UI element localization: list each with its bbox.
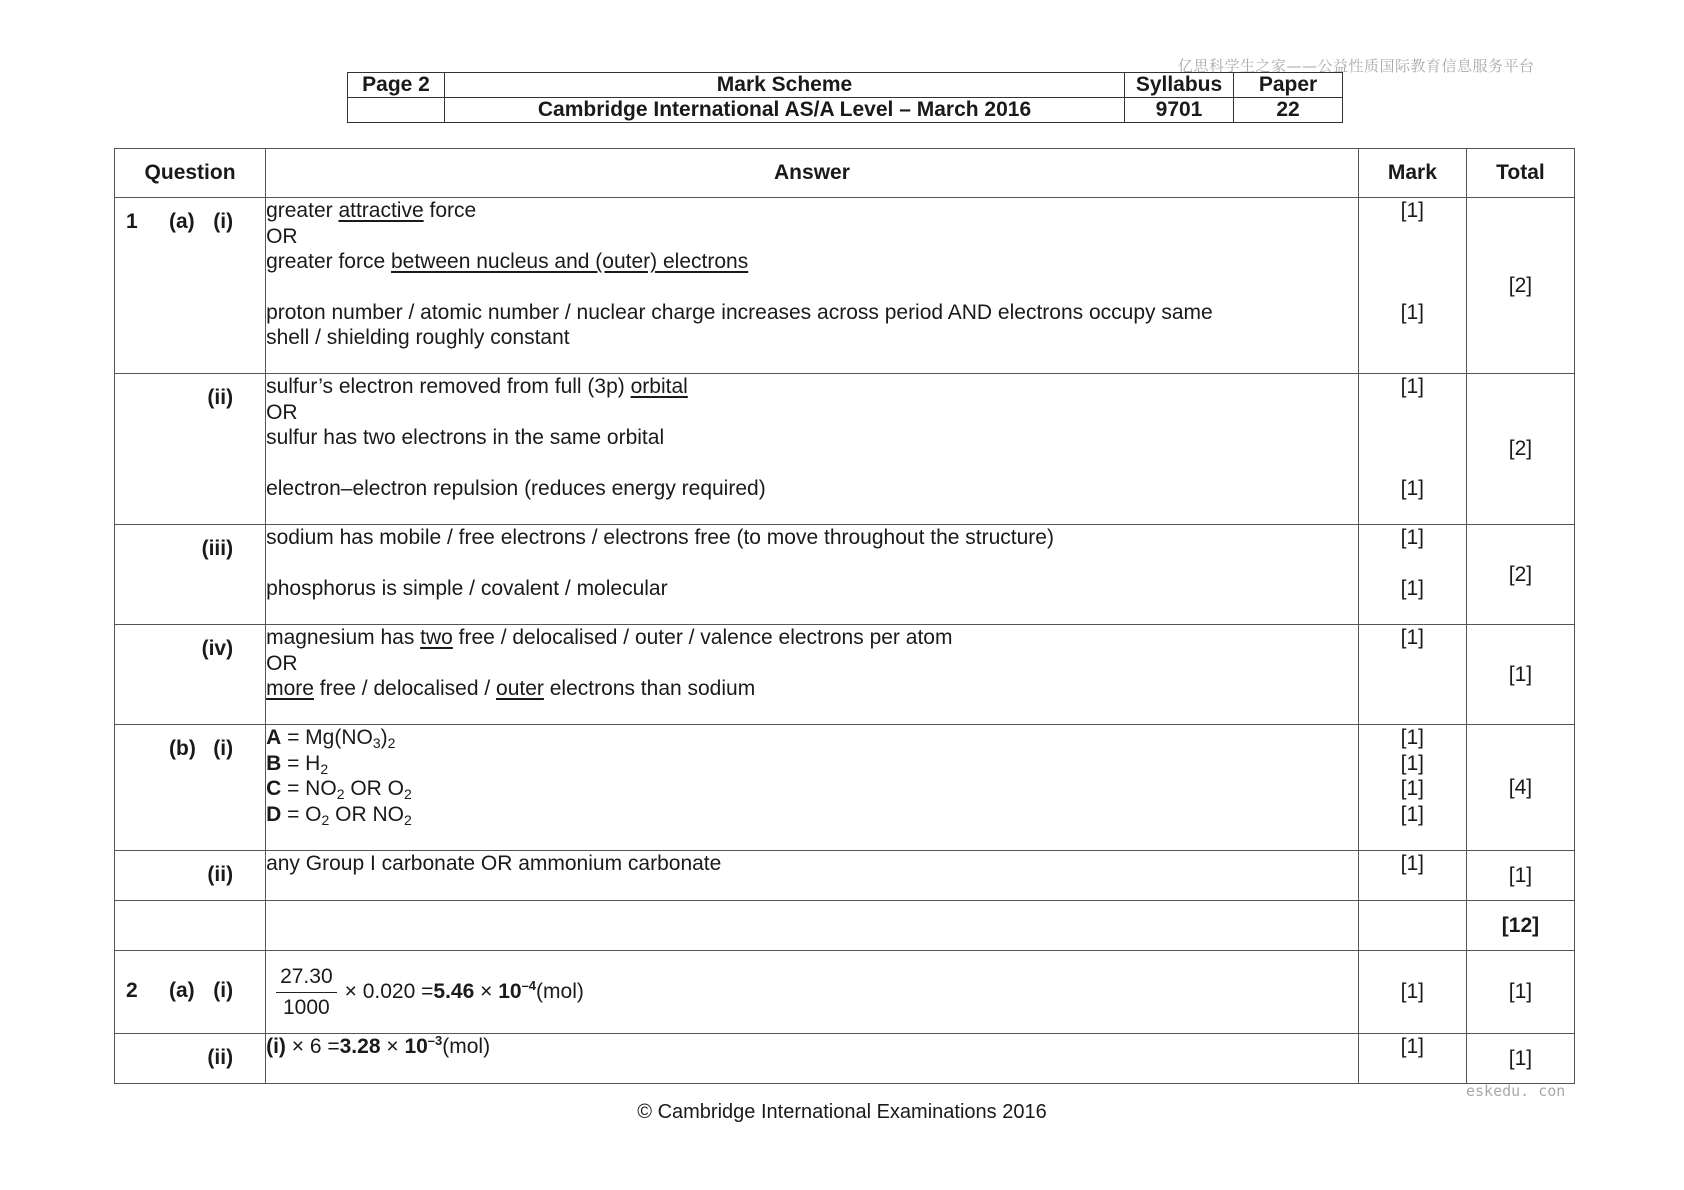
mark-cell bbox=[1358, 901, 1466, 951]
question-subpart: (i) bbox=[213, 737, 234, 760]
table-row bbox=[115, 901, 1575, 951]
fraction: $\frac{27.30}{1000}$ bbox=[276, 965, 337, 1020]
table-row bbox=[115, 951, 1575, 1034]
watermark-bottom: eskedu. con bbox=[1466, 1082, 1566, 1100]
syllabus-label: Syllabus bbox=[1125, 73, 1234, 98]
total-cell: [1] bbox=[1466, 625, 1574, 725]
answer-cell: any Group I carbonate OR ammonium carbonate bbox=[266, 851, 1359, 901]
answer-cell: magnesium has two free / delocalised / outer / valence electrons per atom OR more free / delocalised / outer electrons than sodium bbox=[266, 625, 1359, 725]
table-header-row bbox=[115, 149, 1575, 198]
paper-number: 22 bbox=[1234, 98, 1343, 123]
table-row bbox=[115, 851, 1575, 901]
table-row bbox=[115, 374, 1575, 525]
mark-cell: [1] bbox=[1358, 851, 1466, 901]
question-header: Question bbox=[115, 149, 266, 198]
question-subpart: (iv) bbox=[201, 637, 234, 660]
mark-header: Mark bbox=[1358, 149, 1466, 198]
answer-cell: greater attractive force OR greater force between nucleus and (outer) electrons proton number / atomic number / nuclear charge increases across period AND electrons occupy same shell / shielding roughly constant bbox=[266, 198, 1359, 374]
mark-cell: [1] bbox=[1358, 951, 1466, 1034]
question-number: 1 bbox=[126, 210, 138, 233]
question-subpart: (ii) bbox=[207, 863, 234, 886]
answer-cell: $A = Mg(NO_3)_2$ $B = H_2$ $C = NO_2$ OR $O_2$ $D = O_2$ OR $NO_2$ bbox=[266, 725, 1359, 851]
mark-cell: [1] [1] bbox=[1358, 374, 1466, 525]
answer-header: Answer bbox=[266, 149, 1359, 198]
answer-cell: sodium has mobile / free electrons / electrons free (to move throughout the structure) phosphorus is simple / covalent / molecular bbox=[266, 525, 1359, 625]
question-cell bbox=[115, 1034, 266, 1084]
total-cell: [2] bbox=[1466, 374, 1574, 525]
header-empty-cell bbox=[348, 98, 445, 123]
total-cell: [2] bbox=[1466, 525, 1574, 625]
question-subpart: (ii) bbox=[207, 386, 234, 409]
paper-label: Paper bbox=[1234, 73, 1343, 98]
question-cell bbox=[115, 901, 266, 951]
total-cell: [1] bbox=[1466, 851, 1574, 901]
question-cell bbox=[115, 198, 266, 374]
total-cell: [1] bbox=[1466, 951, 1574, 1034]
table-row bbox=[115, 625, 1575, 725]
question-cell bbox=[115, 374, 266, 525]
table-row bbox=[115, 725, 1575, 851]
question-subpart: (i) bbox=[213, 979, 234, 1002]
copyright-footer: © Cambridge International Examinations 2016 bbox=[637, 1101, 1047, 1123]
question-part: (a) bbox=[169, 210, 195, 233]
document-subtitle: Cambridge International AS/A Level – March 2016 bbox=[445, 98, 1125, 123]
question-subpart: (iii) bbox=[201, 537, 234, 560]
question-cell bbox=[115, 725, 266, 851]
question-cell bbox=[115, 851, 266, 901]
mark-cell: [1] bbox=[1358, 1034, 1466, 1084]
question-part: (a) bbox=[169, 979, 195, 1002]
mark-cell: [1] [1] bbox=[1358, 525, 1466, 625]
answer-cell: $\frac{27.30}{1000}$ × $0.020 =5.46 \times 10^{-4}(mol)$ bbox=[266, 951, 1359, 1034]
mark-scheme-table bbox=[114, 148, 1575, 1084]
total-cell: [4] bbox=[1466, 725, 1574, 851]
question-part: (b) bbox=[169, 737, 196, 760]
table-row bbox=[115, 525, 1575, 625]
table-row bbox=[115, 198, 1575, 374]
mark-cell: [1] [1] bbox=[1358, 198, 1466, 374]
answer-cell: sulfur’s electron removed from full (3p) orbital OR sulfur has two electrons in the same orbital electron–electron repulsion (reduces energy required) bbox=[266, 374, 1359, 525]
header-table bbox=[347, 72, 1343, 123]
question-total: [12] bbox=[1466, 901, 1574, 951]
answer-cell bbox=[266, 901, 1359, 951]
total-cell: [1] bbox=[1466, 1034, 1574, 1084]
syllabus-code: 9701 bbox=[1125, 98, 1234, 123]
question-number: 2 bbox=[126, 979, 138, 1002]
total-cell: [2] bbox=[1466, 198, 1574, 374]
document-title: Mark Scheme bbox=[445, 73, 1125, 98]
question-subpart: (i) bbox=[213, 210, 234, 233]
table-row bbox=[115, 1034, 1575, 1084]
total-header: Total bbox=[1466, 149, 1574, 198]
page-number: Page 2 bbox=[348, 73, 445, 98]
question-cell bbox=[115, 625, 266, 725]
answer-cell: $(i) \times 6 =3.28 \times 10^{-3}(mol)$ bbox=[266, 1034, 1359, 1084]
question-cell bbox=[115, 525, 266, 625]
question-subpart: (ii) bbox=[207, 1046, 234, 1069]
mark-cell: [1] bbox=[1358, 625, 1466, 725]
watermark-top: 亿思科学生之家——公益性质国际教育信息服务平台 bbox=[1178, 57, 1535, 75]
question-cell bbox=[115, 951, 266, 1034]
mark-cell: [1] [1] [1] [1] bbox=[1358, 725, 1466, 851]
